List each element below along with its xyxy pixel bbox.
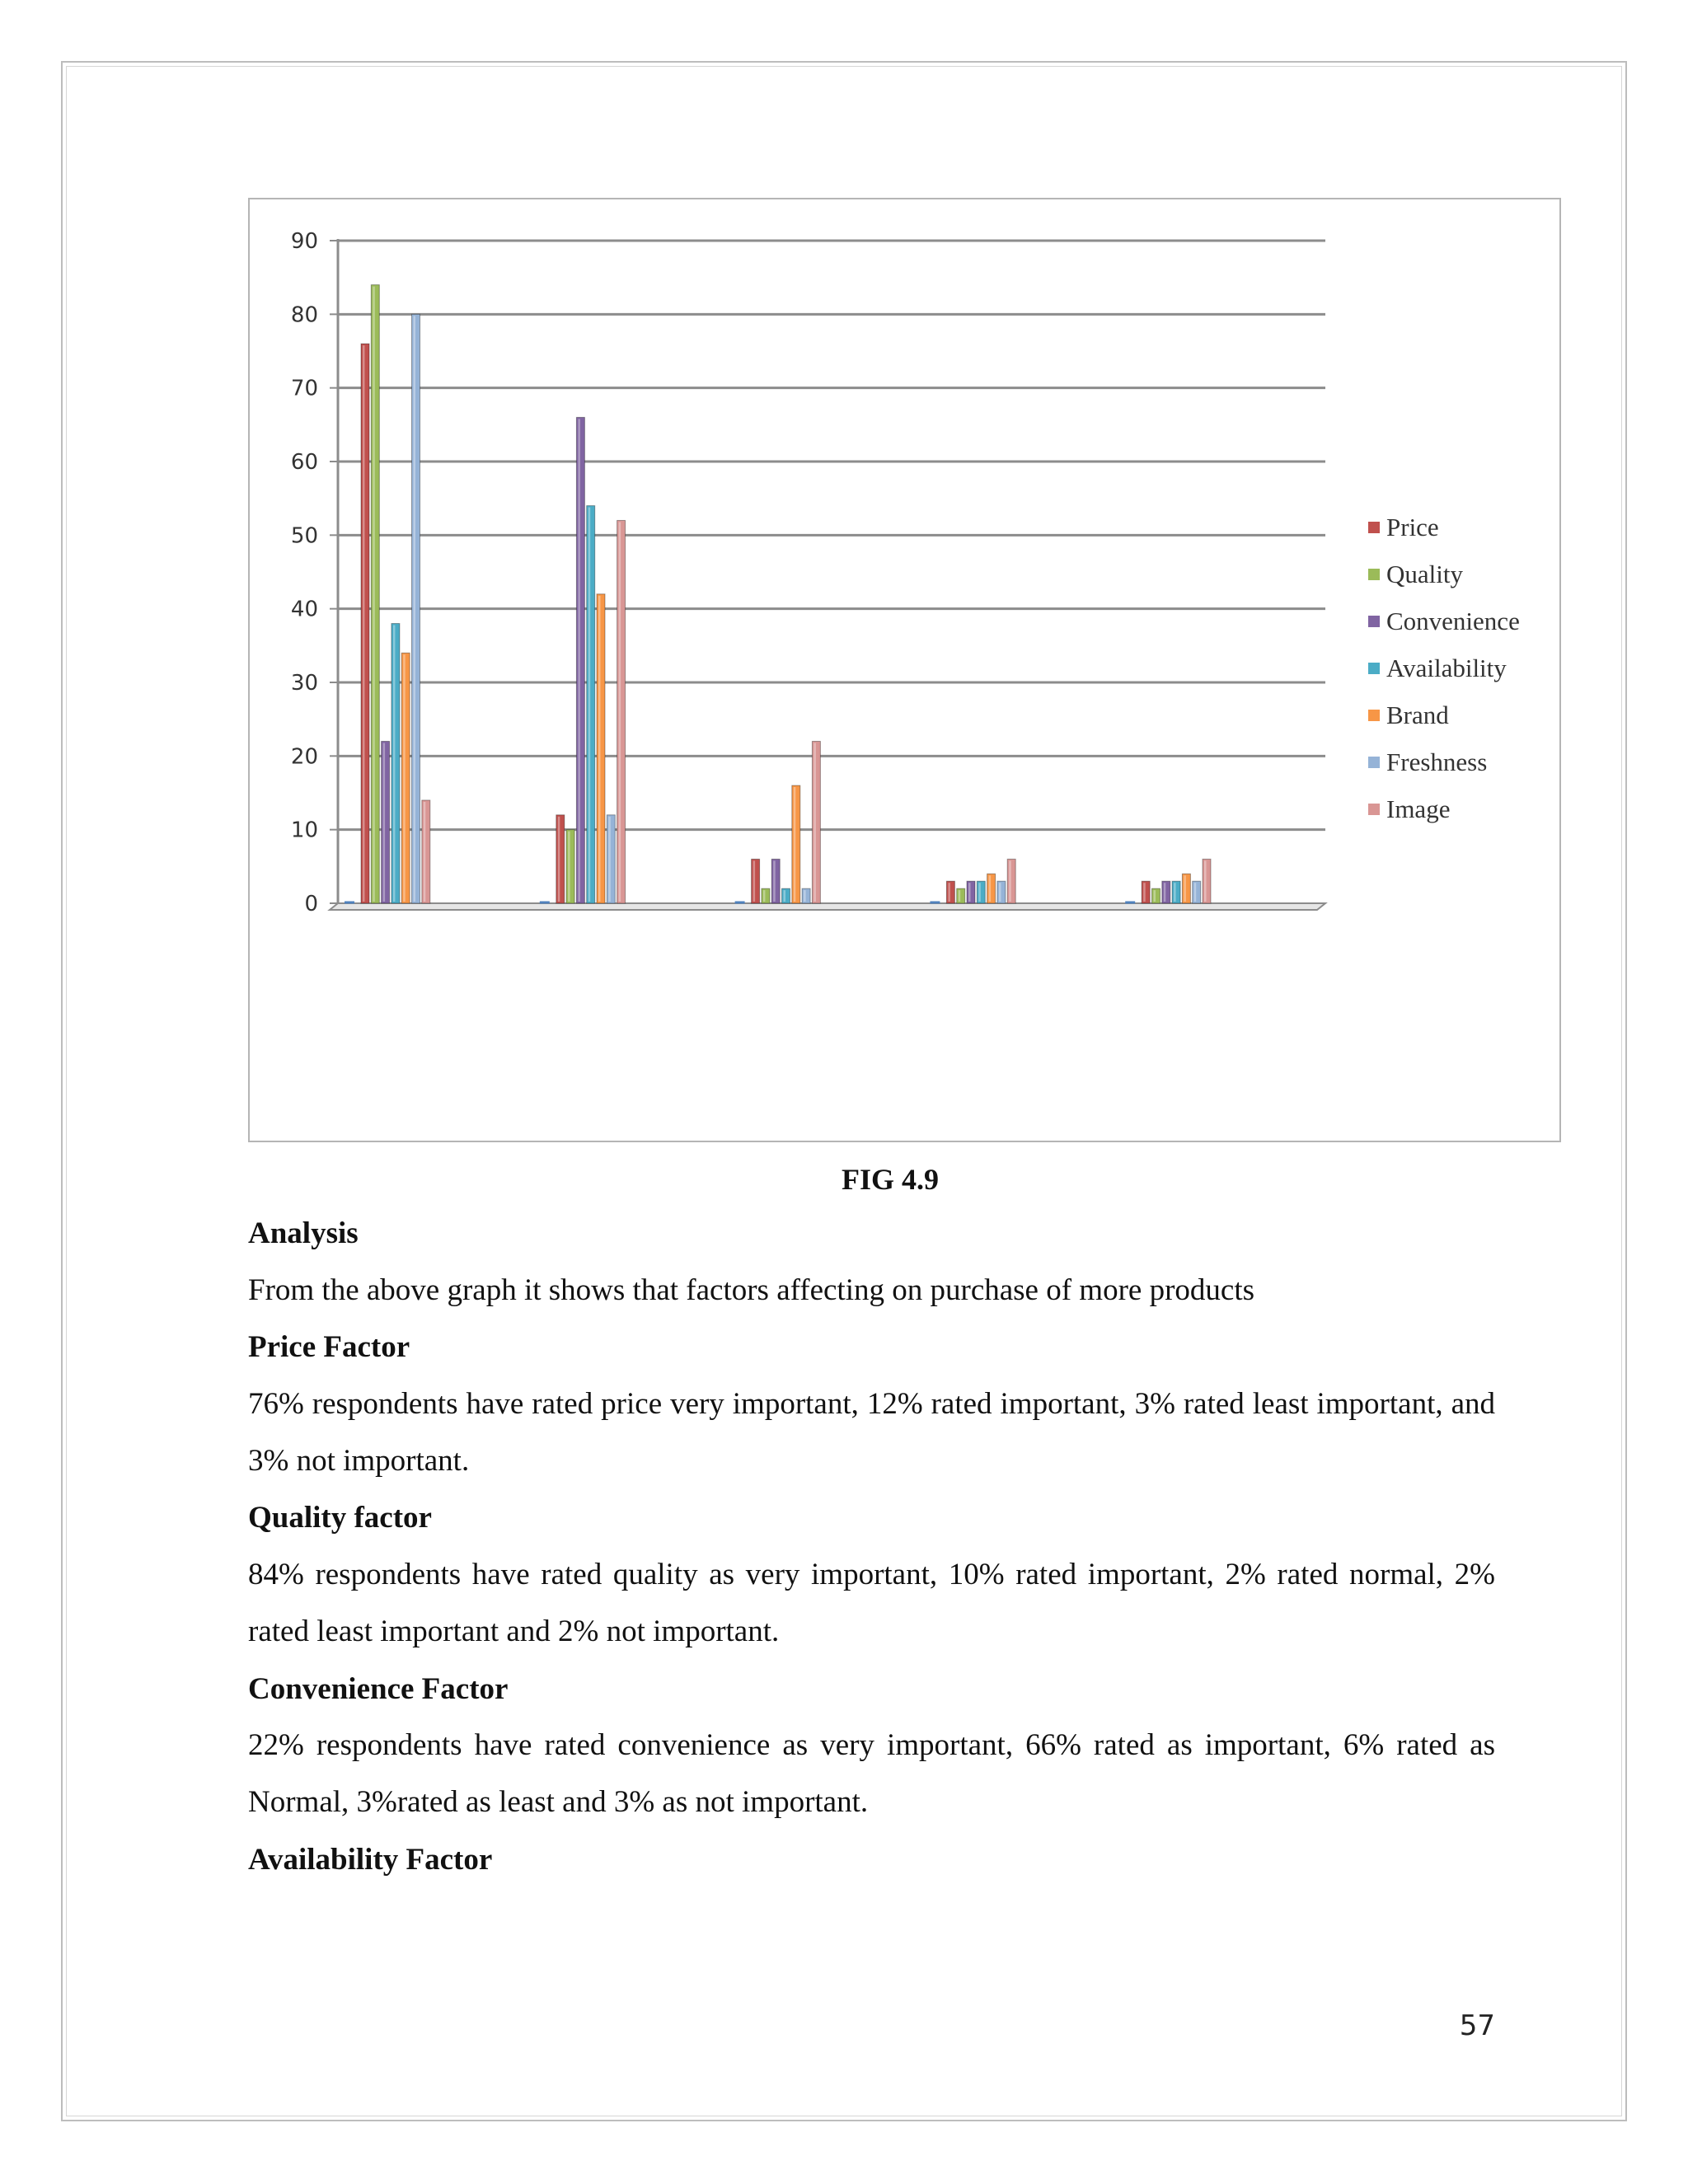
bar-highlight [763,890,766,902]
y-tick-label: 0 [304,892,318,916]
bar-highlight [1184,875,1186,902]
chart-canvas [250,199,1563,1144]
bar-highlight [784,890,786,902]
bar-availability [977,881,985,903]
bar-quality [1152,888,1160,903]
bar-highlight [999,883,1001,902]
legend-label-image: Image [1386,794,1451,823]
bar-convenience [771,859,780,903]
figure-caption: FIG 4.9 [841,1163,939,1196]
legend-swatch-brand [1368,710,1380,721]
bar-highlight [959,890,961,902]
bar-highlight [1204,860,1207,902]
bar-highlight [1194,883,1197,902]
bar-highlight [1009,860,1011,902]
bar-availability [782,888,790,903]
price-factor-heading: Price Factor [248,1330,410,1364]
legend-swatch-convenience [1368,616,1380,627]
analysis-heading: Analysis [248,1216,359,1250]
y-tick-label: 90 [290,229,318,254]
legend-swatch-freshness [1368,757,1380,768]
bar-highlight [1174,883,1176,902]
bar-highlight [608,817,611,902]
legend-swatch-price [1368,522,1380,533]
y-tick-label: 80 [290,302,318,328]
page-number: 57 [1459,2009,1495,2042]
bar-highlight [1143,883,1146,902]
bar-highlight [363,345,365,902]
y-tick-label: 70 [290,376,318,401]
bar-highlight [424,802,426,902]
bar-brand [401,653,410,903]
bar-highlight [989,875,992,902]
legend-swatch-availability [1368,663,1380,674]
bar-highlight [619,522,621,902]
bar-freshness [802,888,810,903]
bar-highlight [1164,883,1166,902]
quality-factor-text: 84% respondents have rated quality as very important, 10% rated important, 2% rated normal, 2% rated least important and 2% not important. [248,1558,1495,1648]
bar-highlight [383,743,386,902]
bar-image [1203,859,1211,903]
bar-availability [587,506,595,903]
availability-factor-heading: Availability Factor [248,1843,493,1877]
y-tick-label: 10 [290,818,318,843]
bar-availability [1172,881,1180,903]
legend-swatch-quality [1368,569,1380,580]
bar-quality [762,888,770,903]
bar-image [422,800,430,903]
bar-availability [392,624,400,903]
bar-highlight [773,860,776,902]
price-factor-text: 76% respondents have rated price very important, 12% rated important, 3% rated least important, and 3% not important. [248,1387,1495,1478]
bar-highlight [414,316,416,902]
y-tick-label: 50 [290,523,318,549]
bar-price [361,344,369,903]
bar-price [1142,881,1150,903]
bar-highlight [804,890,806,902]
bar-highlight [598,596,601,902]
bar-brand [597,594,605,903]
y-tick-label: 60 [290,450,318,475]
bar-highlight [578,419,580,902]
bar-highlight [373,287,375,902]
bar-image [812,741,820,903]
legend-label-convenience: Convenience [1386,607,1520,635]
bar-highlight [978,883,981,902]
bar-highlight [968,883,971,902]
bar-freshness [607,815,615,903]
analysis-text: From the above graph it shows that factors affecting on purchase of more products [248,1273,1254,1307]
bar-price [556,815,565,903]
bar-highlight [794,787,796,902]
bar-highlight [948,883,950,902]
y-tick-label: 40 [290,597,318,622]
bar-convenience [967,881,975,903]
bar-highlight [558,817,560,902]
bar-highlight [814,743,816,902]
bar-image [1007,859,1015,903]
bar-price [946,881,954,903]
bar-highlight [403,654,406,902]
bar-chart [248,198,1561,1142]
y-tick-label: 20 [290,744,318,770]
bar-quality [371,285,379,903]
y-tick-label: 30 [290,671,318,696]
bar-price [752,859,760,903]
bar-brand [987,874,996,903]
x-axis-floor [330,903,1325,910]
convenience-factor-heading: Convenience Factor [248,1672,509,1706]
bar-highlight [568,832,570,902]
bar-convenience [382,741,390,903]
bar-brand [1182,874,1190,903]
legend-label-quality: Quality [1386,560,1463,588]
legend-swatch-image [1368,804,1380,815]
bar-highlight [753,860,756,902]
quality-factor-heading: Quality factor [248,1501,432,1535]
bar-highlight [393,626,396,902]
legend-label-brand: Brand [1386,701,1449,729]
legend-label-price: Price [1386,513,1439,541]
bar-convenience [1162,881,1170,903]
bar-freshness [412,314,420,903]
bar-highlight [588,508,591,902]
bar-convenience [576,417,584,903]
bar-brand [792,785,800,903]
bar-quality [957,888,965,903]
convenience-factor-text: 22% respondents have rated convenience as very important, 66% rated as important, 6% rated as Normal, 3%rated as least and 3% as not important. [248,1728,1495,1819]
bar-highlight [1154,890,1156,902]
bar-freshness [997,881,1006,903]
legend-label-freshness: Freshness [1386,748,1488,776]
bar-image [617,520,626,903]
bar-freshness [1193,881,1201,903]
bar-quality [566,830,574,903]
legend-label-availability: Availability [1386,654,1507,682]
